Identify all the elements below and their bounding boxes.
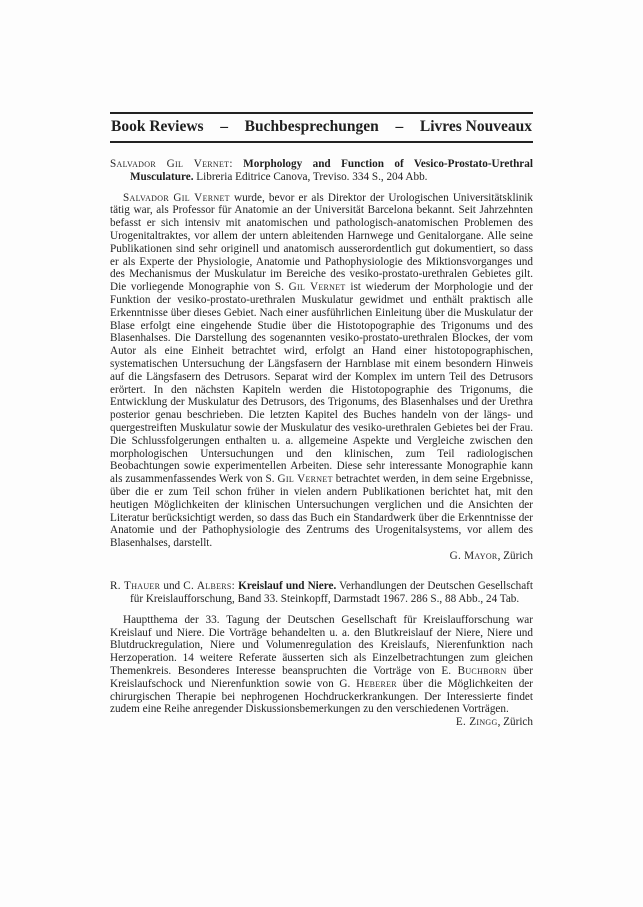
text-segment: ist wiederum der Morphologie und der Funktion der vesiko-prostato-urethralen Muskulatur gewidmet und enthält praktisch alle Erkenntnisse über dieses Gebiet. Nach einer ausführlichen Einleitung über die Muskulatur der Blase erfolgt eine eingehende Studie über die Histotopographie des Trigonums und des Blasenhalses. Die Darstellung des sogenannten vesiko-prostato-urethralen Blockes, der vom Autor als eine Einheit betrachtet wird, erfolgt an Hand einer histotopographischen, systematischen Untersuchung der Längsfasern der Harnblase mit einem besondern Hinweis auf die Längsfasern des Detrusors. Separat wird der Komplex im untern Teil des Detrusors erörtert. In den nächsten Kapiteln werden die Histotopographie des Trigonums, die Entwicklung der Muskulatur des Detrusors, des Trigonums, des Blasenhalses und der Urethra posterior genau beschrieben. Die letzten Kapitel des Buches handeln von der längs- und quergestreiften Muskulatur sowie der Muskulatur des vesiko-urethralen Gebietes bei der Frau. Die Schlussfolgerungen enthalten u. a. allgemeine Aspekte und Vergleiche zwischen den morphologischen Untersuchungen und den klinischen, zum Teil radiologischen Beobachtungen sowie experimentellen Arbeiten. Diese sehr interessante Monographie kann als zusammenfassendes Werk von S. — [110, 281, 533, 486]
text-segment: G. Mayor — [449, 549, 498, 562]
text-segment: und — [160, 579, 184, 592]
header-title-german: Buchbesprechungen — [244, 118, 379, 135]
review-body-text — [110, 613, 533, 729]
text-segment: über die Möglichkeiten der chirurgischen Therapie bei nephrogenen Hochdruckerkrankungen. Der Interessierte findet zudem eine Reihe anregender Diskussionsbemerkungen zu den verschiedenen Vorträgen. — [110, 677, 533, 716]
review-entry-gil-vernet — [110, 158, 533, 563]
review-entry-thauer-albers — [110, 579, 533, 729]
text-segment: Hauptthema der 33. Tagung der Deutschen Gesellschaft für Kreislaufforschung war Kreislauf und Niere. Die Vorträge behandelten u. a. den Blutkreislauf der Niere, Niere und Blutdruckregulation, Niere und Volumenregulation des Kreislaufs, Nierenfunktion nach Herzoperation. 14 weitere Referate äusserten sich als Einzelbetrachtungen zum gleichen Themenkreis. Besonderes Interesse beanspruchten die Vorträge von E. — [110, 613, 533, 677]
text-segment: Morphology and Function of Vesico-Prostato-Urethral Musculature. — [130, 157, 533, 184]
review-citation-heading — [110, 580, 533, 607]
text-segment: , Zürich — [497, 549, 533, 562]
section-header — [110, 114, 533, 141]
text-segment: wurde, bevor er als Direktor der Urologischen Universitätsklinik tätig war, als Professor für Anatomie an der Universität Barcelona bekannt. Seit Jahrzehnten befasst er sich intensiv mit anatomischen und pathologisch-anatomischen Problemen des Urogenitaltraktes, vor allem der untern ableitenden Harnwege und Genitalorgane. Alle seine Publikationen sind sehr originell und anatomisch ausserordentlich gut dokumentiert, so dass er als Experte der Physiologie, Anatomie und Pathophysiologie des Miktionsvorganges und des Mechanismus der Muskulatur im Bereiche des vesiko-prostato-urethralen Gebietes gilt. Die vorliegende Monographie von S. — [110, 191, 533, 294]
reviewer-signature — [110, 550, 533, 563]
text-segment: Salvador Gil Vernet: — [110, 157, 233, 170]
text-segment — [233, 158, 243, 170]
header-rule-bottom — [110, 141, 533, 143]
header-separator-dash: – — [395, 118, 404, 135]
content-column — [110, 112, 533, 729]
text-segment: betrachtet werden, in dem seine Ergebnisse, über die er zum Teil schon früher in vielen andern Publikationen berichtet hat, mit den heutigen Möglichkeiten der klinischen Untersuchungen verglichen und die Ansichten der Literatur berücksichtigt werden, so dass das Buch ein Standardwerk über die Erkenntnisse der Anatomie und der Pathophysiologie des Zentrums des Urogenitalsystems, vor allem des Blasenhalses, darstellt. — [110, 473, 534, 550]
text-segment: , Zürich — [497, 716, 533, 729]
text-segment: Gil Vernet — [288, 281, 346, 294]
text-segment: Kreislauf und Niere. — [238, 579, 337, 592]
text-segment: Verhandlungen der Deutschen Gesellschaft für Kreislaufforschung, Band 33. Steinkopff, Darmstadt 1967. 286 S., 88 Abb., 24 Tab. — [130, 579, 533, 606]
reviewer-signature — [443, 716, 533, 729]
text-segment: über Kreislaufschock und Nierenfunktion sowie von G. — [110, 664, 533, 690]
text-segment: C. Albers: — [183, 579, 236, 592]
header-separator-dash: – — [220, 118, 228, 135]
review-body-text — [110, 192, 533, 550]
text-segment: R. Thauer — [110, 579, 161, 592]
header-title-french: Livres Nouveaux — [419, 118, 532, 135]
text-segment: Heberer — [356, 677, 397, 690]
text-segment: Libreria Editrice Canova, Treviso. 334 S., 204 Abb. — [193, 171, 428, 184]
review-body-content — [110, 614, 533, 716]
text-segment: Buchborn — [457, 664, 507, 677]
text-segment: Gil Vernet — [277, 473, 333, 486]
header-title-english: Book Reviews — [111, 118, 204, 135]
text-segment: E. Zingg — [455, 716, 498, 729]
review-citation-heading — [110, 158, 533, 185]
text-segment: Salvador Gil Vernet — [123, 191, 230, 204]
